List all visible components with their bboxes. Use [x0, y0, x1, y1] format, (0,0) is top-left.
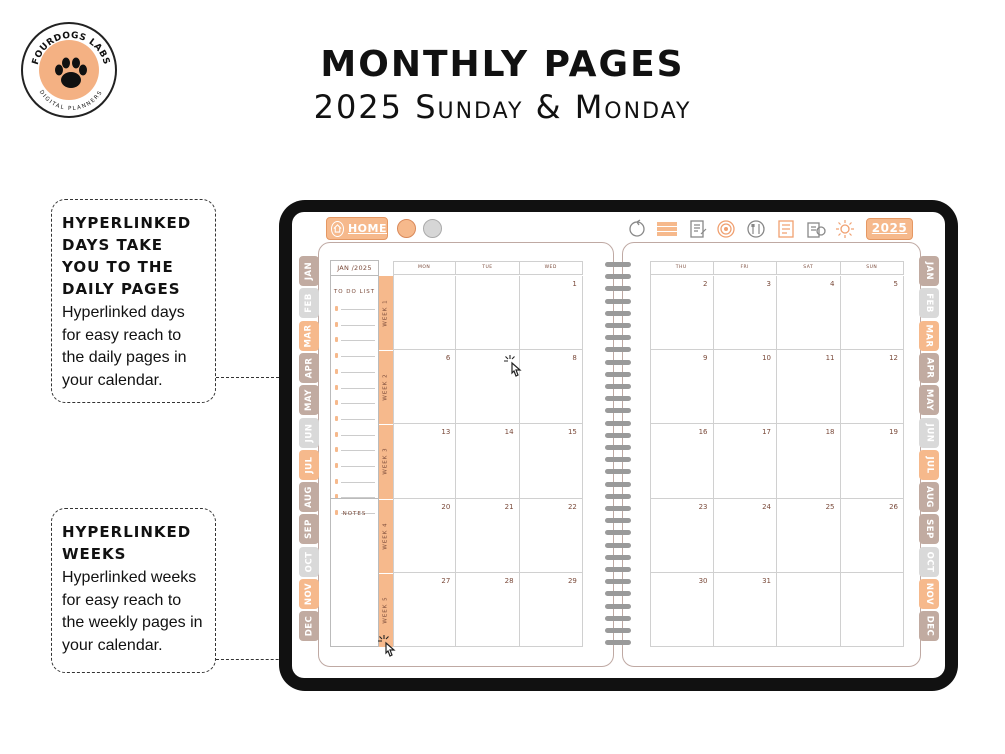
- spiral-coil: [605, 299, 631, 304]
- month-tab-dec[interactable]: [919, 611, 939, 641]
- day-number: 9: [703, 354, 708, 363]
- todo-line-rule: [341, 388, 375, 389]
- day-cell[interactable]: [841, 276, 905, 350]
- home-button[interactable]: [326, 217, 388, 240]
- month-tab-jul[interactable]: [299, 450, 319, 480]
- day-number: 25: [825, 502, 835, 511]
- todo-bullet: [335, 306, 338, 311]
- spiral-coil: [605, 408, 631, 413]
- month-tab-label: APR: [924, 357, 935, 379]
- weekday-header-tue: TUE: [456, 261, 519, 275]
- week-link-2[interactable]: [379, 350, 393, 424]
- todo-line-rule: [341, 482, 375, 483]
- callout-hyperlinked-weeks: [51, 508, 216, 673]
- theme-dot-grey[interactable]: [423, 219, 442, 238]
- refresh-icon[interactable]: [627, 219, 647, 239]
- todo-line-rule: [341, 309, 375, 310]
- todo-bullet: [335, 369, 338, 374]
- callout-hyperlinked-days: [51, 199, 216, 403]
- brand-tagline: DIGITAL PLANNERS: [37, 89, 105, 113]
- month-tab-oct[interactable]: [919, 547, 939, 577]
- spiral-coil: [605, 274, 631, 279]
- week-link-3[interactable]: [379, 424, 393, 498]
- spiral-coil: [605, 640, 631, 645]
- month-tab-label: JUN: [304, 423, 314, 442]
- spiral-coil: [605, 335, 631, 340]
- todo-item[interactable]: [335, 305, 375, 313]
- month-tab-label: DEC: [924, 615, 935, 637]
- todo-line-rule: [341, 356, 375, 357]
- todo-item[interactable]: [335, 478, 375, 486]
- week-divider: [379, 350, 393, 351]
- day-cell[interactable]: [650, 573, 714, 647]
- day-cell[interactable]: [456, 424, 519, 498]
- month-tab-label: JUL: [923, 456, 934, 474]
- month-tab-feb[interactable]: [299, 288, 319, 318]
- day-cell[interactable]: [520, 276, 583, 350]
- todo-bullet: [335, 322, 338, 327]
- todo-bullet: [335, 479, 338, 484]
- day-cell: [777, 573, 841, 647]
- month-tab-aug[interactable]: [919, 482, 939, 512]
- month-tab-jan[interactable]: [919, 256, 939, 286]
- brand-name: FOURDOGS LABS: [30, 30, 112, 67]
- todo-bullet: [335, 432, 338, 437]
- day-cell[interactable]: [650, 499, 714, 573]
- day-number: 12: [889, 354, 898, 363]
- month-tab-nov[interactable]: [299, 579, 319, 609]
- day-number: 20: [441, 502, 451, 511]
- spiral-coil: [605, 494, 631, 499]
- notes-divider: [330, 498, 379, 499]
- day-number: 31: [762, 576, 771, 585]
- notes-title: NOTES: [342, 511, 367, 517]
- todo-bullet: [335, 447, 338, 452]
- stack-icon[interactable]: [655, 219, 679, 239]
- todo-bullet: [335, 416, 338, 421]
- spiral-coil: [605, 567, 631, 572]
- weekday-header-sat: SAT: [777, 261, 841, 275]
- spiral-coil: [605, 311, 631, 316]
- day-number: 5: [893, 280, 898, 288]
- month-tab-may[interactable]: [919, 385, 939, 415]
- day-number: 3: [766, 280, 771, 288]
- day-number: 30: [698, 576, 708, 585]
- month-tab-label: JAN: [923, 261, 934, 281]
- spiral-coil: [605, 555, 631, 560]
- week-divider: [379, 573, 393, 574]
- page-subtitle: 2025 Sunday & Monday: [313, 88, 692, 126]
- week-link-4[interactable]: [379, 499, 393, 573]
- week-divider: [379, 424, 393, 425]
- day-cell[interactable]: [714, 276, 778, 350]
- month-tab-sep[interactable]: [919, 514, 939, 544]
- day-number: 21: [504, 502, 514, 511]
- month-tab-label: JAN: [303, 261, 314, 281]
- spiral-coil: [605, 616, 631, 621]
- week-divider: [379, 499, 393, 500]
- spiral-coil: [605, 360, 631, 365]
- todo-line-rule: [341, 340, 375, 341]
- todo-bullet: [335, 337, 338, 342]
- day-cell[interactable]: [714, 424, 778, 498]
- day-cell[interactable]: [650, 424, 714, 498]
- callout-heading: HYPERLINKED WEEKS: [62, 523, 192, 563]
- day-cell[interactable]: [777, 499, 841, 573]
- weekday-header-fri: FRI: [714, 261, 778, 275]
- todo-item[interactable]: [335, 462, 375, 470]
- month-tab-label: AUG: [924, 486, 935, 508]
- month-tab-label: APR: [304, 357, 315, 379]
- checklist-icon[interactable]: [776, 219, 796, 239]
- tap-cursor-icon: [377, 633, 403, 666]
- spiral-coil: [605, 384, 631, 389]
- day-number: 8: [572, 354, 577, 363]
- day-cell[interactable]: [714, 350, 778, 424]
- day-cell[interactable]: [777, 424, 841, 498]
- todo-title: TO DO LIST: [333, 289, 376, 295]
- spiral-coil: [605, 530, 631, 535]
- day-cell[interactable]: [393, 424, 456, 498]
- todo-item[interactable]: [335, 368, 375, 376]
- tap-cursor-icon: [503, 353, 529, 386]
- page-title: MONTHLY PAGES: [320, 44, 685, 85]
- todo-line-rule: [341, 450, 375, 451]
- day-cell[interactable]: [714, 499, 778, 573]
- todo-item[interactable]: [335, 431, 375, 439]
- month-tab-label: MAR: [924, 324, 934, 348]
- theme-dot-orange[interactable]: [397, 219, 416, 238]
- spiral-coil: [605, 482, 631, 487]
- home-label: HOME: [347, 222, 387, 235]
- week-label: WEEK 4: [383, 522, 389, 550]
- spiral-coil: [605, 433, 631, 438]
- day-cell[interactable]: [456, 573, 519, 647]
- day-number: 23: [698, 502, 708, 511]
- day-cell[interactable]: [393, 350, 456, 424]
- day-cell[interactable]: [520, 424, 583, 498]
- weekday-header-mon: MON: [393, 261, 456, 275]
- spiral-coil: [605, 604, 631, 609]
- spiral-coil: [605, 445, 631, 450]
- week-label: WEEK 1: [383, 299, 389, 327]
- day-number: 24: [762, 502, 771, 511]
- month-tab-label: NOV: [924, 582, 935, 606]
- todo-bullet: [335, 353, 338, 358]
- day-number: 22: [567, 502, 577, 511]
- day-number: 18: [825, 428, 835, 437]
- sun-icon[interactable]: [835, 219, 855, 239]
- month-tab-label: AUG: [304, 486, 315, 508]
- month-tab-label: DEC: [304, 615, 315, 637]
- month-tab-label: JUN: [924, 423, 934, 442]
- day-cell[interactable]: [777, 350, 841, 424]
- day-cell[interactable]: [841, 499, 905, 573]
- day-number: 15: [567, 428, 577, 437]
- spiral-coil: [605, 628, 631, 633]
- weekday-header-sun: SUN: [841, 261, 905, 275]
- home-icon: [331, 221, 344, 237]
- month-tab-label: MAY: [924, 389, 935, 412]
- month-tab-label: FEB: [304, 293, 314, 314]
- month-tab-mar[interactable]: [299, 321, 319, 351]
- day-number: 19: [889, 428, 898, 437]
- day-number: 11: [825, 354, 835, 363]
- callout-body: Hyperlinked days for easy reach to the daily pages in your calendar.: [62, 304, 187, 389]
- spiral-coil: [605, 591, 631, 596]
- week-label: WEEK 2: [383, 373, 389, 401]
- weekday-header-wed: WED: [520, 261, 583, 275]
- callout-heading: HYPERLINKED DAYS TAKE YOU TO THE DAILY PAGES: [62, 214, 192, 298]
- spiral-coil: [605, 421, 631, 426]
- spiral-coil: [605, 323, 631, 328]
- week-label: WEEK 3: [383, 447, 389, 476]
- day-number: 29: [567, 576, 577, 585]
- month-tab-feb[interactable]: [919, 288, 939, 318]
- month-tab-mar[interactable]: [919, 321, 939, 351]
- day-number: 17: [762, 428, 771, 437]
- month-tab-apr[interactable]: [299, 353, 319, 383]
- day-cell[interactable]: [520, 350, 583, 424]
- dining-icon[interactable]: [746, 219, 766, 239]
- todo-line-rule: [341, 325, 375, 326]
- todo-item[interactable]: [335, 399, 375, 407]
- day-number: 27: [441, 576, 451, 585]
- todo-line-rule: [341, 466, 375, 467]
- month-tab-sep[interactable]: [299, 514, 319, 544]
- spiral-coil: [605, 506, 631, 511]
- day-number: 2: [703, 280, 708, 288]
- todo-item[interactable]: [335, 336, 375, 344]
- spiral-coil: [605, 579, 631, 584]
- day-cell[interactable]: [650, 350, 714, 424]
- spiral-coil: [605, 457, 631, 462]
- todo-bullet: [335, 385, 338, 390]
- spiral-coil: [605, 518, 631, 523]
- spiral-coil: [605, 262, 631, 267]
- todo-line-rule: [341, 372, 375, 373]
- day-cell[interactable]: [714, 573, 778, 647]
- spiral-coil: [605, 396, 631, 401]
- day-number: 14: [504, 428, 514, 437]
- day-cell: [841, 573, 905, 647]
- month-tab-label: FEB: [924, 293, 934, 314]
- spiral-coil: [605, 543, 631, 548]
- day-cell: [456, 276, 519, 350]
- target-icon[interactable]: [716, 219, 736, 239]
- month-tab-jul[interactable]: [919, 450, 939, 480]
- month-tab-label: SEP: [303, 519, 314, 540]
- month-tab-label: OCT: [304, 551, 315, 573]
- month-tab-label: NOV: [304, 582, 315, 606]
- todo-bullet: [335, 400, 338, 405]
- day-number: 26: [889, 502, 898, 511]
- day-number: 13: [441, 428, 451, 437]
- year-button[interactable]: 2025: [866, 218, 913, 240]
- day-number: 1: [572, 280, 577, 288]
- day-cell[interactable]: [777, 276, 841, 350]
- month-tab-nov[interactable]: [919, 579, 939, 609]
- month-tab-label: OCT: [924, 551, 935, 573]
- day-number: 6: [445, 354, 451, 363]
- day-cell[interactable]: [841, 424, 905, 498]
- todo-item[interactable]: [335, 321, 375, 329]
- todo-bullet: [335, 463, 338, 468]
- month-tab-jun[interactable]: [299, 418, 319, 448]
- week-link-1[interactable]: [379, 276, 393, 350]
- month-label: JAN /2025: [330, 260, 379, 276]
- spiral-coil: [605, 372, 631, 377]
- month-tab-label: MAR: [304, 324, 314, 348]
- todo-line-rule: [341, 435, 375, 436]
- todo-item[interactable]: [335, 415, 375, 423]
- callout-body: Hyperlinked weeks for easy reach to the weekly pages in your calendar.: [62, 569, 203, 654]
- month-tab-oct[interactable]: [299, 547, 319, 577]
- todo-item[interactable]: [335, 384, 375, 392]
- day-number: 10: [762, 354, 771, 363]
- week-label: WEEK 5: [383, 596, 389, 624]
- day-cell[interactable]: [650, 276, 714, 350]
- day-number: 4: [830, 280, 835, 288]
- note-edit-icon[interactable]: [688, 219, 708, 239]
- month-tab-jun[interactable]: [919, 418, 939, 448]
- day-cell[interactable]: [393, 499, 456, 573]
- day-cell[interactable]: [520, 499, 583, 573]
- day-cell[interactable]: [456, 499, 519, 573]
- todo-line-rule: [341, 403, 375, 404]
- month-tab-dec[interactable]: [299, 611, 319, 641]
- todo-line-rule: [341, 419, 375, 420]
- todo-item[interactable]: [335, 446, 375, 454]
- month-tab-aug[interactable]: [299, 482, 319, 512]
- month-tab-label: JUL: [303, 456, 314, 474]
- month-tab-label: MAY: [304, 389, 315, 412]
- spiral-coil: [605, 286, 631, 291]
- spiral-coil: [605, 347, 631, 352]
- day-cell[interactable]: [520, 573, 583, 647]
- day-cell: [393, 276, 456, 350]
- day-number: 28: [504, 576, 514, 585]
- month-tab-apr[interactable]: [919, 353, 939, 383]
- spiral-coil: [605, 469, 631, 474]
- day-number: 16: [698, 428, 708, 437]
- month-tab-label: SEP: [923, 519, 934, 540]
- todo-item[interactable]: [335, 352, 375, 360]
- finance-icon[interactable]: [806, 219, 826, 239]
- day-cell[interactable]: [841, 350, 905, 424]
- month-tab-may[interactable]: [299, 385, 319, 415]
- weekday-header-thu: THU: [650, 261, 714, 275]
- month-tab-jan[interactable]: [299, 256, 319, 286]
